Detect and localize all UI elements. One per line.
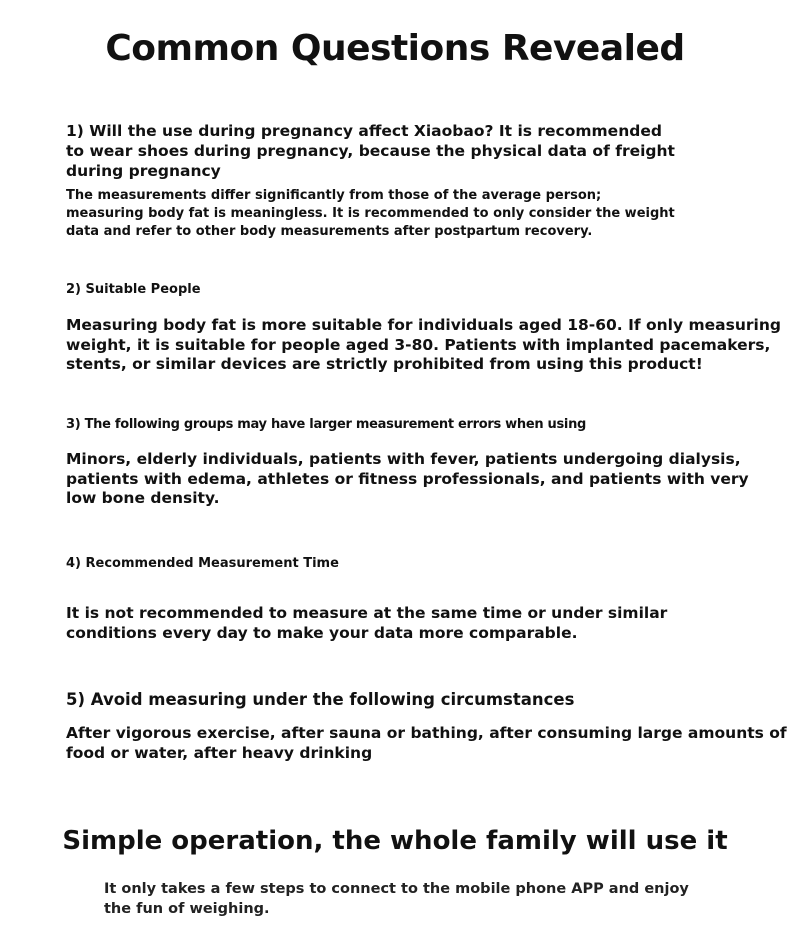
- answer-1-line: The measurements differ significantly from those of the average person;: [66, 188, 602, 203]
- answer-4: [66, 604, 667, 643]
- question-1-line: to wear shoes during pregnancy, because the physical data of freight: [66, 142, 675, 160]
- answer-3-line: low bone density.: [66, 489, 220, 507]
- page-title: Common Questions Revealed: [105, 28, 685, 69]
- answer-2-line: weight, it is suitable for people aged 3-80. Patients with implanted pacemakers,: [66, 335, 771, 354]
- question-5-heading: 5) Avoid measuring under the following circumstances: [66, 690, 575, 709]
- section-description-line: the fun of weighing.: [104, 900, 270, 917]
- section-subtitle: Simple operation, the whole family will use it: [62, 826, 728, 856]
- answer-3-line: Minors, elderly individuals, patients with fever, patients undergoing dialysis,: [66, 450, 741, 468]
- question-1-line: during pregnancy: [66, 162, 221, 180]
- answer-3: [66, 450, 749, 509]
- answer-5: [66, 724, 787, 763]
- question-1: [66, 121, 675, 181]
- answer-1-line: measuring body fat is meaningless. It is recommended to only consider the weight: [66, 206, 675, 221]
- answer-4-line: It is not recommended to measure at the same time or under similar: [66, 604, 668, 622]
- question-1-line: 1) Will the use during pregnancy affect Xiaobao? It is recommended: [66, 122, 662, 140]
- answer-1-line: data and refer to other body measurements after postpartum recovery.: [66, 224, 593, 239]
- answer-1: [66, 187, 675, 241]
- answer-3-line: patients with edema, athletes or fitness professionals, and patients with very: [66, 469, 749, 488]
- answer-2-line: Measuring body fat is more suitable for individuals aged 18-60. If only measuring: [66, 316, 781, 334]
- answer-4-line: conditions every day to make your data more comparable.: [66, 623, 578, 642]
- question-2-heading: 2) Suitable People: [66, 282, 201, 297]
- section-description-line: It only takes a few steps to connect to the mobile phone APP and enjoy: [104, 881, 689, 897]
- question-4-heading: 4) Recommended Measurement Time: [66, 556, 339, 571]
- answer-2-line: stents, or similar devices are strictly prohibited from using this product!: [66, 355, 703, 373]
- answer-2: [66, 316, 781, 375]
- question-3-heading: 3) The following groups may have larger measurement errors when using: [66, 417, 587, 432]
- section-description: [104, 880, 689, 919]
- answer-5-line: After vigorous exercise, after sauna or bathing, after consuming large amounts of: [66, 724, 787, 742]
- answer-5-line: food or water, after heavy drinking: [66, 743, 373, 762]
